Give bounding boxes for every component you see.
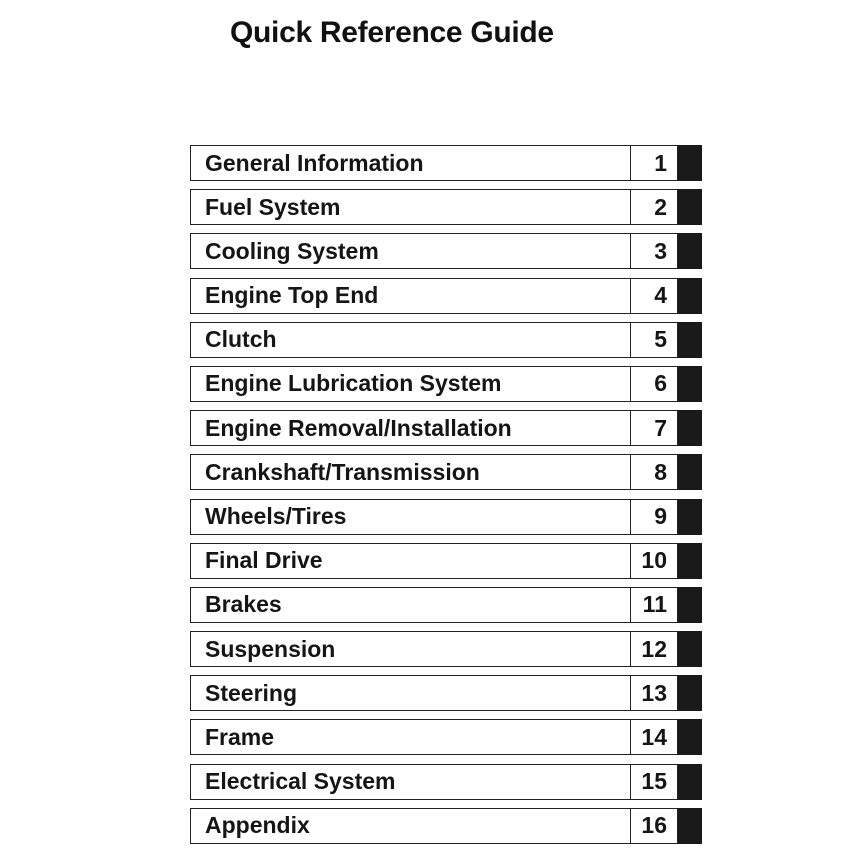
section-thumb-tab[interactable] <box>678 145 702 181</box>
section-title[interactable]: Crankshaft/Transmission <box>190 454 630 490</box>
section-title[interactable]: Frame <box>190 719 630 755</box>
toc-row-section-10[interactable] <box>190 543 702 579</box>
section-number[interactable]: 3 <box>630 233 678 269</box>
toc-row-section-7[interactable] <box>190 410 702 446</box>
section-number[interactable]: 13 <box>630 675 678 711</box>
section-thumb-tab[interactable] <box>678 808 702 844</box>
section-number[interactable]: 15 <box>630 764 678 800</box>
section-thumb-tab[interactable] <box>678 631 702 667</box>
section-title[interactable]: Final Drive <box>190 543 630 579</box>
section-title[interactable]: Wheels/Tires <box>190 499 630 535</box>
section-thumb-tab[interactable] <box>678 322 702 358</box>
section-thumb-tab[interactable] <box>678 410 702 446</box>
section-thumb-tab[interactable] <box>678 278 702 314</box>
section-number[interactable]: 10 <box>630 543 678 579</box>
toc-row-section-6[interactable] <box>190 366 702 402</box>
section-thumb-tab[interactable] <box>678 499 702 535</box>
table-of-contents <box>190 145 702 852</box>
section-title[interactable]: Clutch <box>190 322 630 358</box>
section-thumb-tab[interactable] <box>678 543 702 579</box>
section-number[interactable]: 7 <box>630 410 678 446</box>
section-thumb-tab[interactable] <box>678 366 702 402</box>
toc-row-section-12[interactable] <box>190 631 702 667</box>
section-thumb-tab[interactable] <box>678 764 702 800</box>
section-title[interactable]: Appendix <box>190 808 630 844</box>
toc-row-section-15[interactable] <box>190 764 702 800</box>
toc-row-section-14[interactable] <box>190 719 702 755</box>
section-thumb-tab[interactable] <box>678 675 702 711</box>
toc-row-section-11[interactable] <box>190 587 702 623</box>
section-title[interactable]: Steering <box>190 675 630 711</box>
section-number[interactable]: 11 <box>630 587 678 623</box>
section-number[interactable]: 1 <box>630 145 678 181</box>
toc-row-section-16[interactable] <box>190 808 702 844</box>
section-number[interactable]: 9 <box>630 499 678 535</box>
section-title[interactable]: Suspension <box>190 631 630 667</box>
section-number[interactable]: 12 <box>630 631 678 667</box>
toc-row-section-3[interactable] <box>190 233 702 269</box>
section-title[interactable]: Engine Lubrication System <box>190 366 630 402</box>
section-number[interactable]: 8 <box>630 454 678 490</box>
section-title[interactable]: Brakes <box>190 587 630 623</box>
section-number[interactable]: 14 <box>630 719 678 755</box>
section-number[interactable]: 16 <box>630 808 678 844</box>
section-thumb-tab[interactable] <box>678 454 702 490</box>
toc-row-section-9[interactable] <box>190 499 702 535</box>
toc-row-section-5[interactable] <box>190 322 702 358</box>
section-title[interactable]: Fuel System <box>190 189 630 225</box>
section-thumb-tab[interactable] <box>678 189 702 225</box>
toc-row-section-4[interactable] <box>190 278 702 314</box>
toc-row-section-8[interactable] <box>190 454 702 490</box>
section-title[interactable]: Engine Top End <box>190 278 630 314</box>
section-thumb-tab[interactable] <box>678 233 702 269</box>
section-title[interactable]: General Information <box>190 145 630 181</box>
section-thumb-tab[interactable] <box>678 719 702 755</box>
section-number[interactable]: 4 <box>630 278 678 314</box>
toc-row-section-2[interactable] <box>190 189 702 225</box>
section-number[interactable]: 5 <box>630 322 678 358</box>
section-number[interactable]: 6 <box>630 366 678 402</box>
toc-row-section-1[interactable] <box>190 145 702 181</box>
section-title[interactable]: Cooling System <box>190 233 630 269</box>
section-title[interactable]: Engine Removal/Installation <box>190 410 630 446</box>
section-title[interactable]: Electrical System <box>190 764 630 800</box>
toc-row-section-13[interactable] <box>190 675 702 711</box>
section-thumb-tab[interactable] <box>678 587 702 623</box>
section-number[interactable]: 2 <box>630 189 678 225</box>
page-title: Quick Reference Guide <box>230 16 554 49</box>
